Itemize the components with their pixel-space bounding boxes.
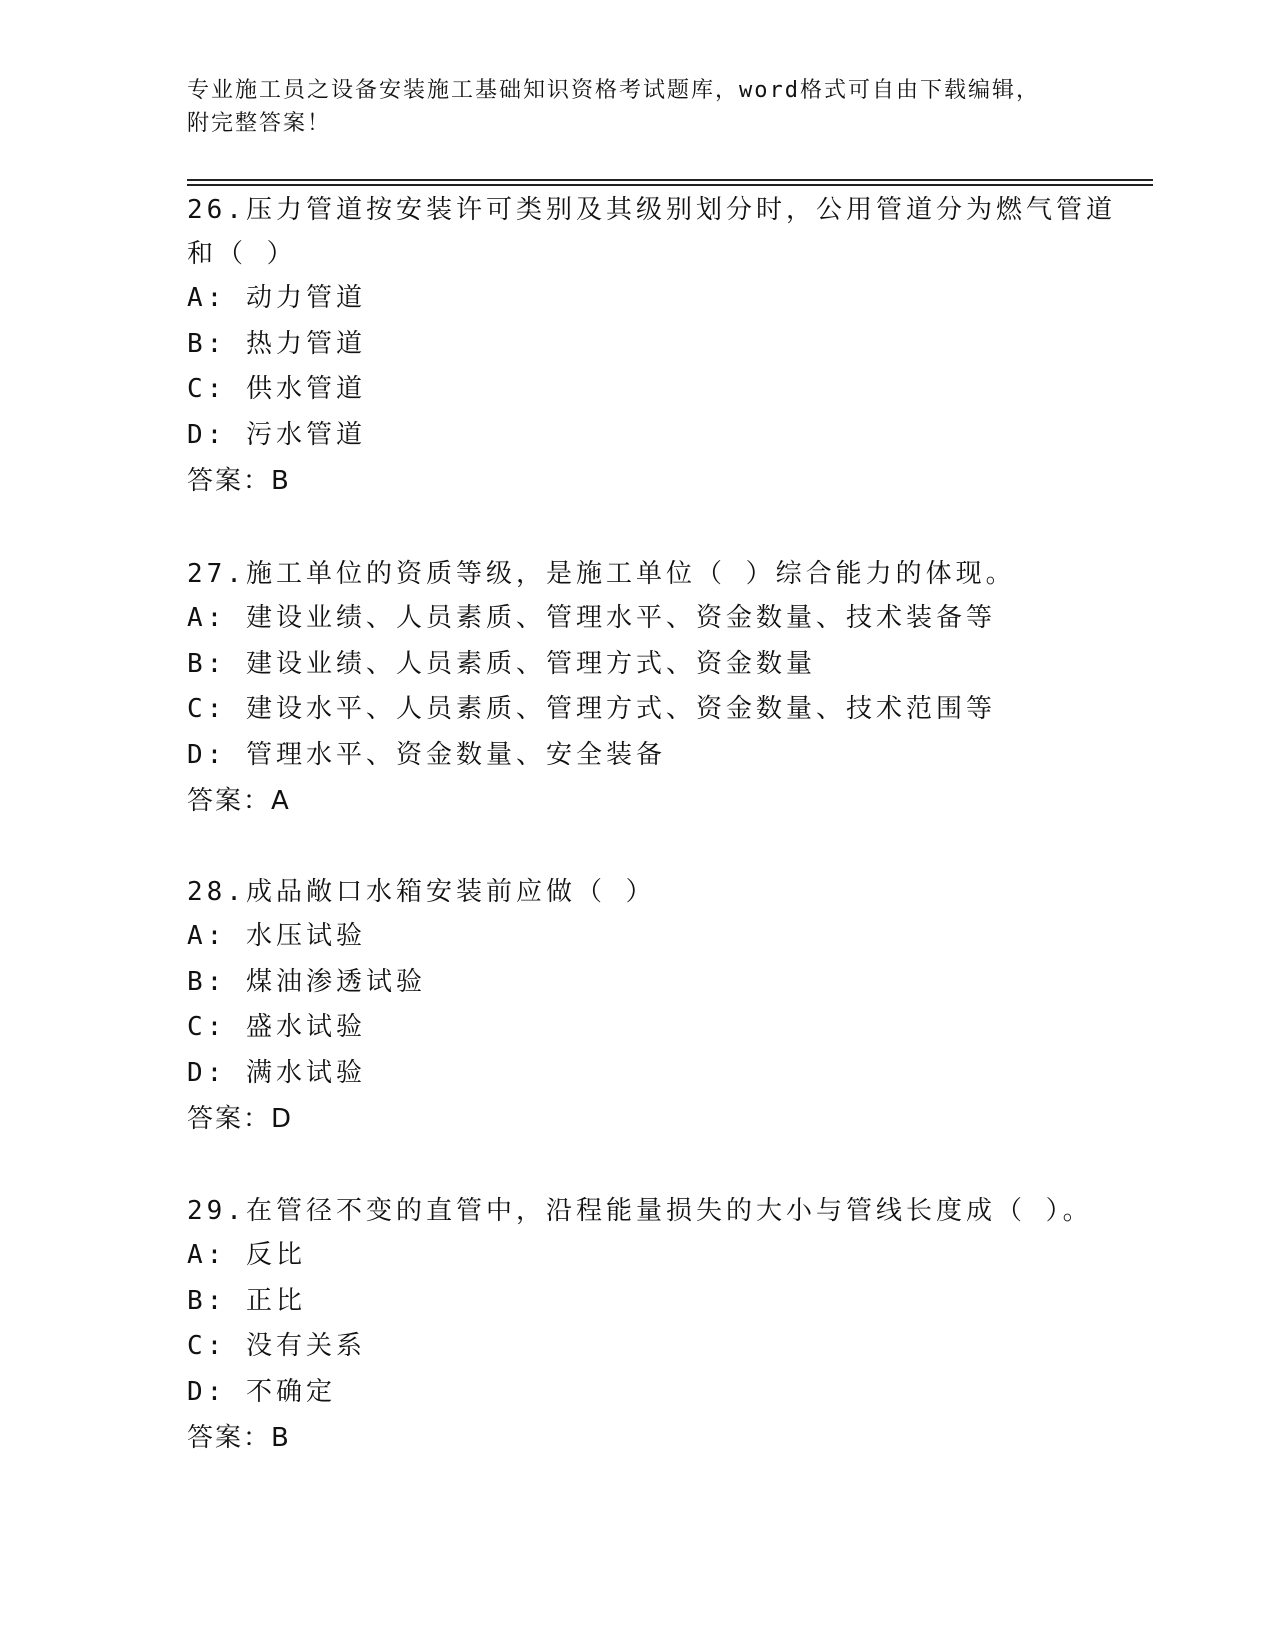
answer: 答案：B bbox=[187, 1423, 291, 1453]
document-header bbox=[187, 74, 1087, 140]
option-c: C: 建设水平、人员素质、管理方式、资金数量、技术范围等 bbox=[187, 694, 996, 724]
header-line-2: 附完整答案！ bbox=[187, 111, 332, 136]
answer: 答案：B bbox=[187, 466, 291, 496]
option-a: A: 建设业绩、人员素质、管理水平、资金数量、技术装备等 bbox=[187, 603, 996, 633]
option-d: D: 满水试验 bbox=[187, 1057, 366, 1088]
header-line-1: 专业施工员之设备安装施工基础知识资格考试题库，word格式可自由下载编辑， bbox=[187, 78, 1040, 103]
option-d: D: 污水管道 bbox=[187, 419, 366, 450]
option-b: B: 正比 bbox=[187, 1285, 306, 1316]
option-a: A: 水压试验 bbox=[187, 921, 366, 951]
question-28 bbox=[187, 870, 1117, 1142]
question-stem: 27.施工单位的资质等级，是施工单位（ ）综合能力的体现。 bbox=[187, 559, 1016, 589]
answer: 答案：D bbox=[187, 1104, 294, 1134]
option-d: D: 管理水平、资金数量、安全装备 bbox=[187, 739, 666, 770]
option-d: D: 不确定 bbox=[187, 1376, 336, 1407]
question-stem-continued: 和（ ） bbox=[187, 239, 297, 269]
option-b: B: 建设业绩、人员素质、管理方式、资金数量 bbox=[187, 648, 816, 679]
question-stem: 28.成品敞口水箱安装前应做（ ） bbox=[187, 877, 656, 907]
option-c: C: 供水管道 bbox=[187, 374, 366, 404]
question-stem: 29.在管径不变的直管中，沿程能量损失的大小与管线长度成（ ）。 bbox=[187, 1196, 1093, 1226]
answer: 答案：A bbox=[187, 786, 291, 816]
question-27 bbox=[187, 552, 1117, 824]
option-b: B: 热力管道 bbox=[187, 328, 366, 359]
question-stem: 26.压力管道按安装许可类别及其级别划分时，公用管道分为燃气管道 bbox=[187, 195, 1116, 225]
header-divider-bottom bbox=[187, 184, 1153, 186]
header-divider-top bbox=[187, 179, 1153, 181]
question-29 bbox=[187, 1189, 1117, 1461]
option-a: A: 反比 bbox=[187, 1240, 306, 1270]
option-c: C: 盛水试验 bbox=[187, 1012, 366, 1042]
option-c: C: 没有关系 bbox=[187, 1331, 366, 1361]
question-26 bbox=[187, 188, 1117, 504]
option-a: A: 动力管道 bbox=[187, 283, 366, 313]
option-b: B: 煤油渗透试验 bbox=[187, 966, 426, 997]
